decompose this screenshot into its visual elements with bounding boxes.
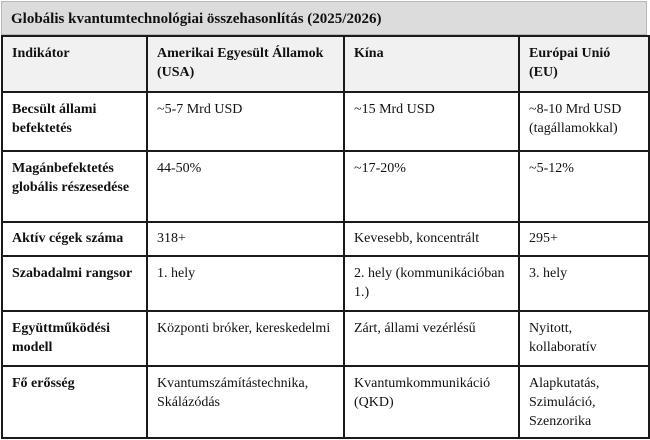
cell-usa: 318+	[147, 222, 344, 256]
cell-eu: 295+	[519, 222, 649, 256]
column-header-indicator: Indikátor	[2, 36, 147, 92]
column-header-usa: Amerikai Egyesült Államok (USA)	[147, 36, 344, 92]
cell-china: ~17-20%	[344, 151, 519, 222]
table-row	[2, 151, 649, 222]
cell-eu: ~5-12%	[519, 151, 649, 222]
cell-eu: Alapkutatás, Szimuláció, Szenzorika	[519, 366, 649, 438]
cell-eu: Nyitott, kollaboratív	[519, 311, 649, 366]
cell-china: 2. hely (kommunikációban 1.)	[344, 256, 519, 311]
comparison-table	[1, 35, 650, 439]
cell-china: Zárt, állami vezérlésű	[344, 311, 519, 366]
column-header-eu: Európai Unió (EU)	[519, 36, 649, 92]
table-title-bar	[1, 1, 647, 35]
cell-china: Kvantumkommunikáció (QKD)	[344, 366, 519, 438]
cell-eu: ~8-10 Mrd USD (tagállamokkal)	[519, 92, 649, 151]
cell-usa: ~5-7 Mrd USD	[147, 92, 344, 151]
table-row	[2, 256, 649, 311]
row-label-main-strength: Fő erősség	[2, 366, 147, 438]
cell-eu: 3. hely	[519, 256, 649, 311]
row-label-patent-ranking: Szabadalmi rangsor	[2, 256, 147, 311]
cell-usa: 44-50%	[147, 151, 344, 222]
table-title: Globális kvantumtechnológiai összehasonlítás (2025/2026)	[11, 11, 382, 27]
table-row	[2, 92, 649, 151]
cell-china: ~15 Mrd USD	[344, 92, 519, 151]
table-row	[2, 222, 649, 256]
cell-china: Kevesebb, koncentrált	[344, 222, 519, 256]
row-label-active-companies: Aktív cégek száma	[2, 222, 147, 256]
cell-usa: 1. hely	[147, 256, 344, 311]
row-label-state-investment: Becsült állami befektetés	[2, 92, 147, 151]
row-label-private-investment-share: Magánbefektetés globális részesedése	[2, 151, 147, 222]
table-row	[2, 366, 649, 438]
column-header-china: Kína	[344, 36, 519, 92]
row-label-cooperation-model: Együttműködési modell	[2, 311, 147, 366]
table-row	[2, 311, 649, 366]
table-header-row	[2, 36, 649, 92]
cell-usa: Kvantumszámítástechnika, Skálázódás	[147, 366, 344, 438]
cell-usa: Központi bróker, kereskedelmi	[147, 311, 344, 366]
